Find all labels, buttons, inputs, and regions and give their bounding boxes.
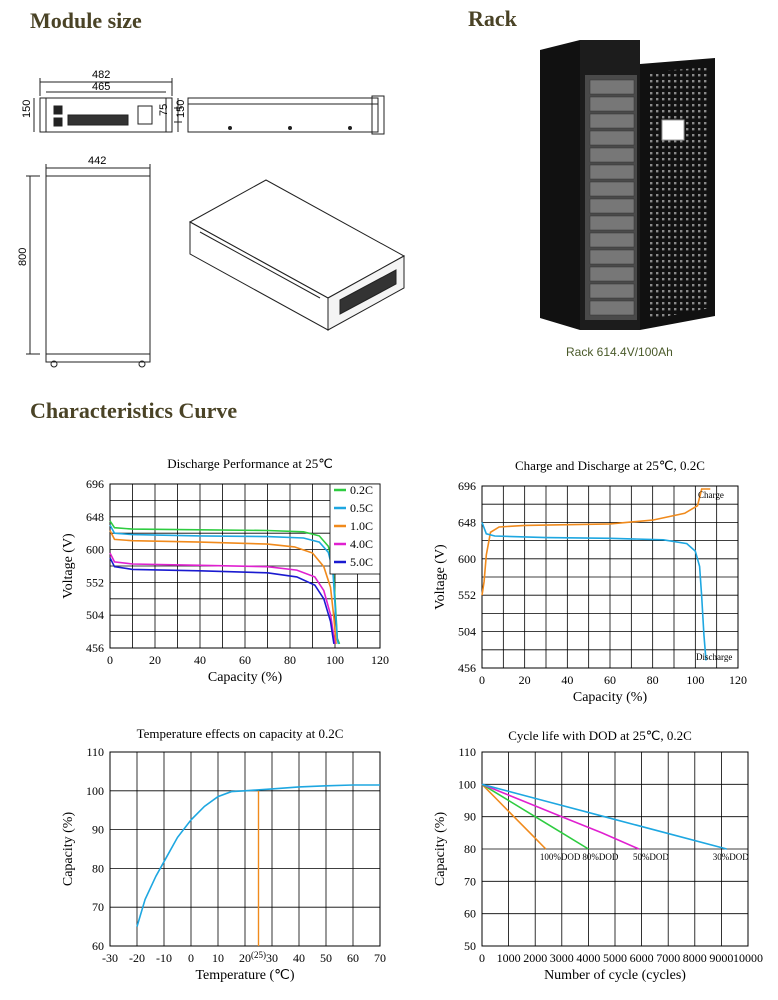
y-tick-label: 70 [464,874,476,889]
legend-label: 0.2C [350,483,374,497]
dim-side-75: 75 [158,103,170,116]
x-tick-label: 8000 [682,951,707,965]
x-tick-label: 60 [347,951,359,965]
x-tick-label: 0 [479,951,485,965]
x-tick-label: 5000 [603,951,627,965]
y-axis-label: Voltage (V) [433,544,448,610]
x-tick-label: 60 [604,673,616,687]
x-axis-label: Temperature (℃) [195,968,295,983]
y-tick-label: 60 [464,906,476,921]
legend-label: 4.0C [350,537,374,551]
y-axis-label: Capacity (%) [433,811,448,887]
x-tick-label: 0 [107,653,113,667]
x-tick-label: 80 [646,673,659,687]
chart-3 [61,726,386,983]
legend-label: 0.5C [350,501,374,515]
y-tick-label: 70 [92,900,104,915]
dod-label: 80%DOD [582,852,619,862]
series-line-discharge [482,522,706,660]
x-tick-label: 7000 [656,951,681,965]
dod-label: 30%DOD [712,852,749,862]
y-tick-label: 600 [458,551,476,566]
y-axis-label: Voltage (V) [61,533,76,599]
y-tick-label: 696 [86,477,104,491]
chart-1 [61,456,389,685]
x-tick-label: 9000 [709,951,734,965]
y-tick-label: 600 [86,542,104,557]
x-tick-label: 40 [561,673,574,687]
dod-label: 100%DOD [539,852,581,862]
legend [330,483,380,574]
dim-465: 465 [92,81,111,93]
series-line-1-0c [110,531,336,644]
x-tick-label: 0 [479,673,485,687]
x-tick-label: -30 [102,951,118,965]
x-axis-label: Capacity (%) [572,690,648,705]
dim-482: 482 [92,69,111,81]
x-tick-label: 10000 [733,951,763,965]
characteristics-heading: Characteristics Curve [30,398,238,423]
y-tick-label: 504 [86,608,104,623]
x-axis-label: Number of cycle (cycles) [544,968,686,983]
x-tick-label: 120 [729,673,747,687]
chart-2 [433,458,747,705]
chart-4 [433,728,763,983]
rack-caption: Rack 614.4V/100Ah [566,345,673,359]
x-tick-label: 6000 [629,951,654,965]
module-size-heading: Module size [30,8,142,33]
x-tick-label: 50 [320,951,332,965]
y-tick-label: 504 [458,624,476,639]
chart-title: Discharge Performance at 25℃ [167,456,333,471]
y-tick-label: 110 [458,745,476,759]
y-tick-label: 100 [458,777,476,792]
x-axis-label: Capacity (%) [207,670,283,685]
x-tick-label: 20 [149,653,161,667]
x-tick-label: 100 [326,653,344,667]
dod-label: 50%DOD [632,852,669,862]
y-tick-label: 80 [464,842,476,856]
y-tick-label: 80 [92,861,104,876]
y-tick-label: 456 [458,661,476,675]
x-tick-label: 4000 [576,951,601,965]
dim-800: 800 [17,247,29,266]
x-tick-label: 3000 [549,951,574,965]
legend-label: 5.0C [350,555,374,569]
y-tick-label: 456 [86,641,104,655]
x-tick-label: 20 [239,951,251,965]
grid [110,752,380,946]
legend-label: 1.0C [350,519,374,533]
y-tick-label: 648 [458,515,476,530]
grid [482,752,748,946]
y-tick-label: 100 [86,783,104,798]
y-tick-label: 60 [92,939,104,953]
chart-title: Temperature effects on capacity at 0.2C [136,726,344,741]
x-tick-label: 10 [212,951,224,965]
y-tick-label: 90 [92,822,104,837]
rack-heading: Rack [468,6,517,31]
y-tick-label: 50 [464,939,476,953]
x-tick-label: 70 [374,951,386,965]
chart-title: Charge and Discharge at 25℃, 0.2C [515,458,705,473]
dim-side-150: 150 [175,99,187,118]
x-tick-label: 2000 [523,951,548,965]
x-tick-label: -10 [156,951,172,965]
y-tick-label: 696 [458,479,476,493]
y-tick-label: 552 [86,575,104,590]
dim-442: 442 [88,155,107,167]
y-tick-label: 110 [86,745,104,759]
x-tick-label: 40 [194,653,206,667]
x-tick-label: 100 [686,673,705,687]
y-tick-label: 552 [458,588,476,603]
annotation-25: (25) [251,950,266,960]
x-tick-label: 120 [371,653,389,667]
x-tick-label: 20 [518,673,531,687]
x-tick-label: 1000 [496,951,521,965]
dim-front-150: 150 [21,99,33,118]
y-axis-label: Capacity (%) [61,811,76,887]
x-tick-label: -20 [129,951,145,965]
x-tick-label: 30 [266,951,278,965]
x-tick-label: 60 [239,653,251,667]
label-discharge: Discharge [696,652,733,662]
chart-title: Cycle life with DOD at 25℃, 0.2C [508,728,692,743]
x-tick-label: 40 [293,951,305,965]
y-tick-label: 90 [464,809,476,824]
x-tick-label: 0 [188,951,194,965]
x-tick-label: 80 [284,653,296,667]
y-tick-label: 648 [86,509,104,524]
label-charge: Charge [698,490,724,500]
